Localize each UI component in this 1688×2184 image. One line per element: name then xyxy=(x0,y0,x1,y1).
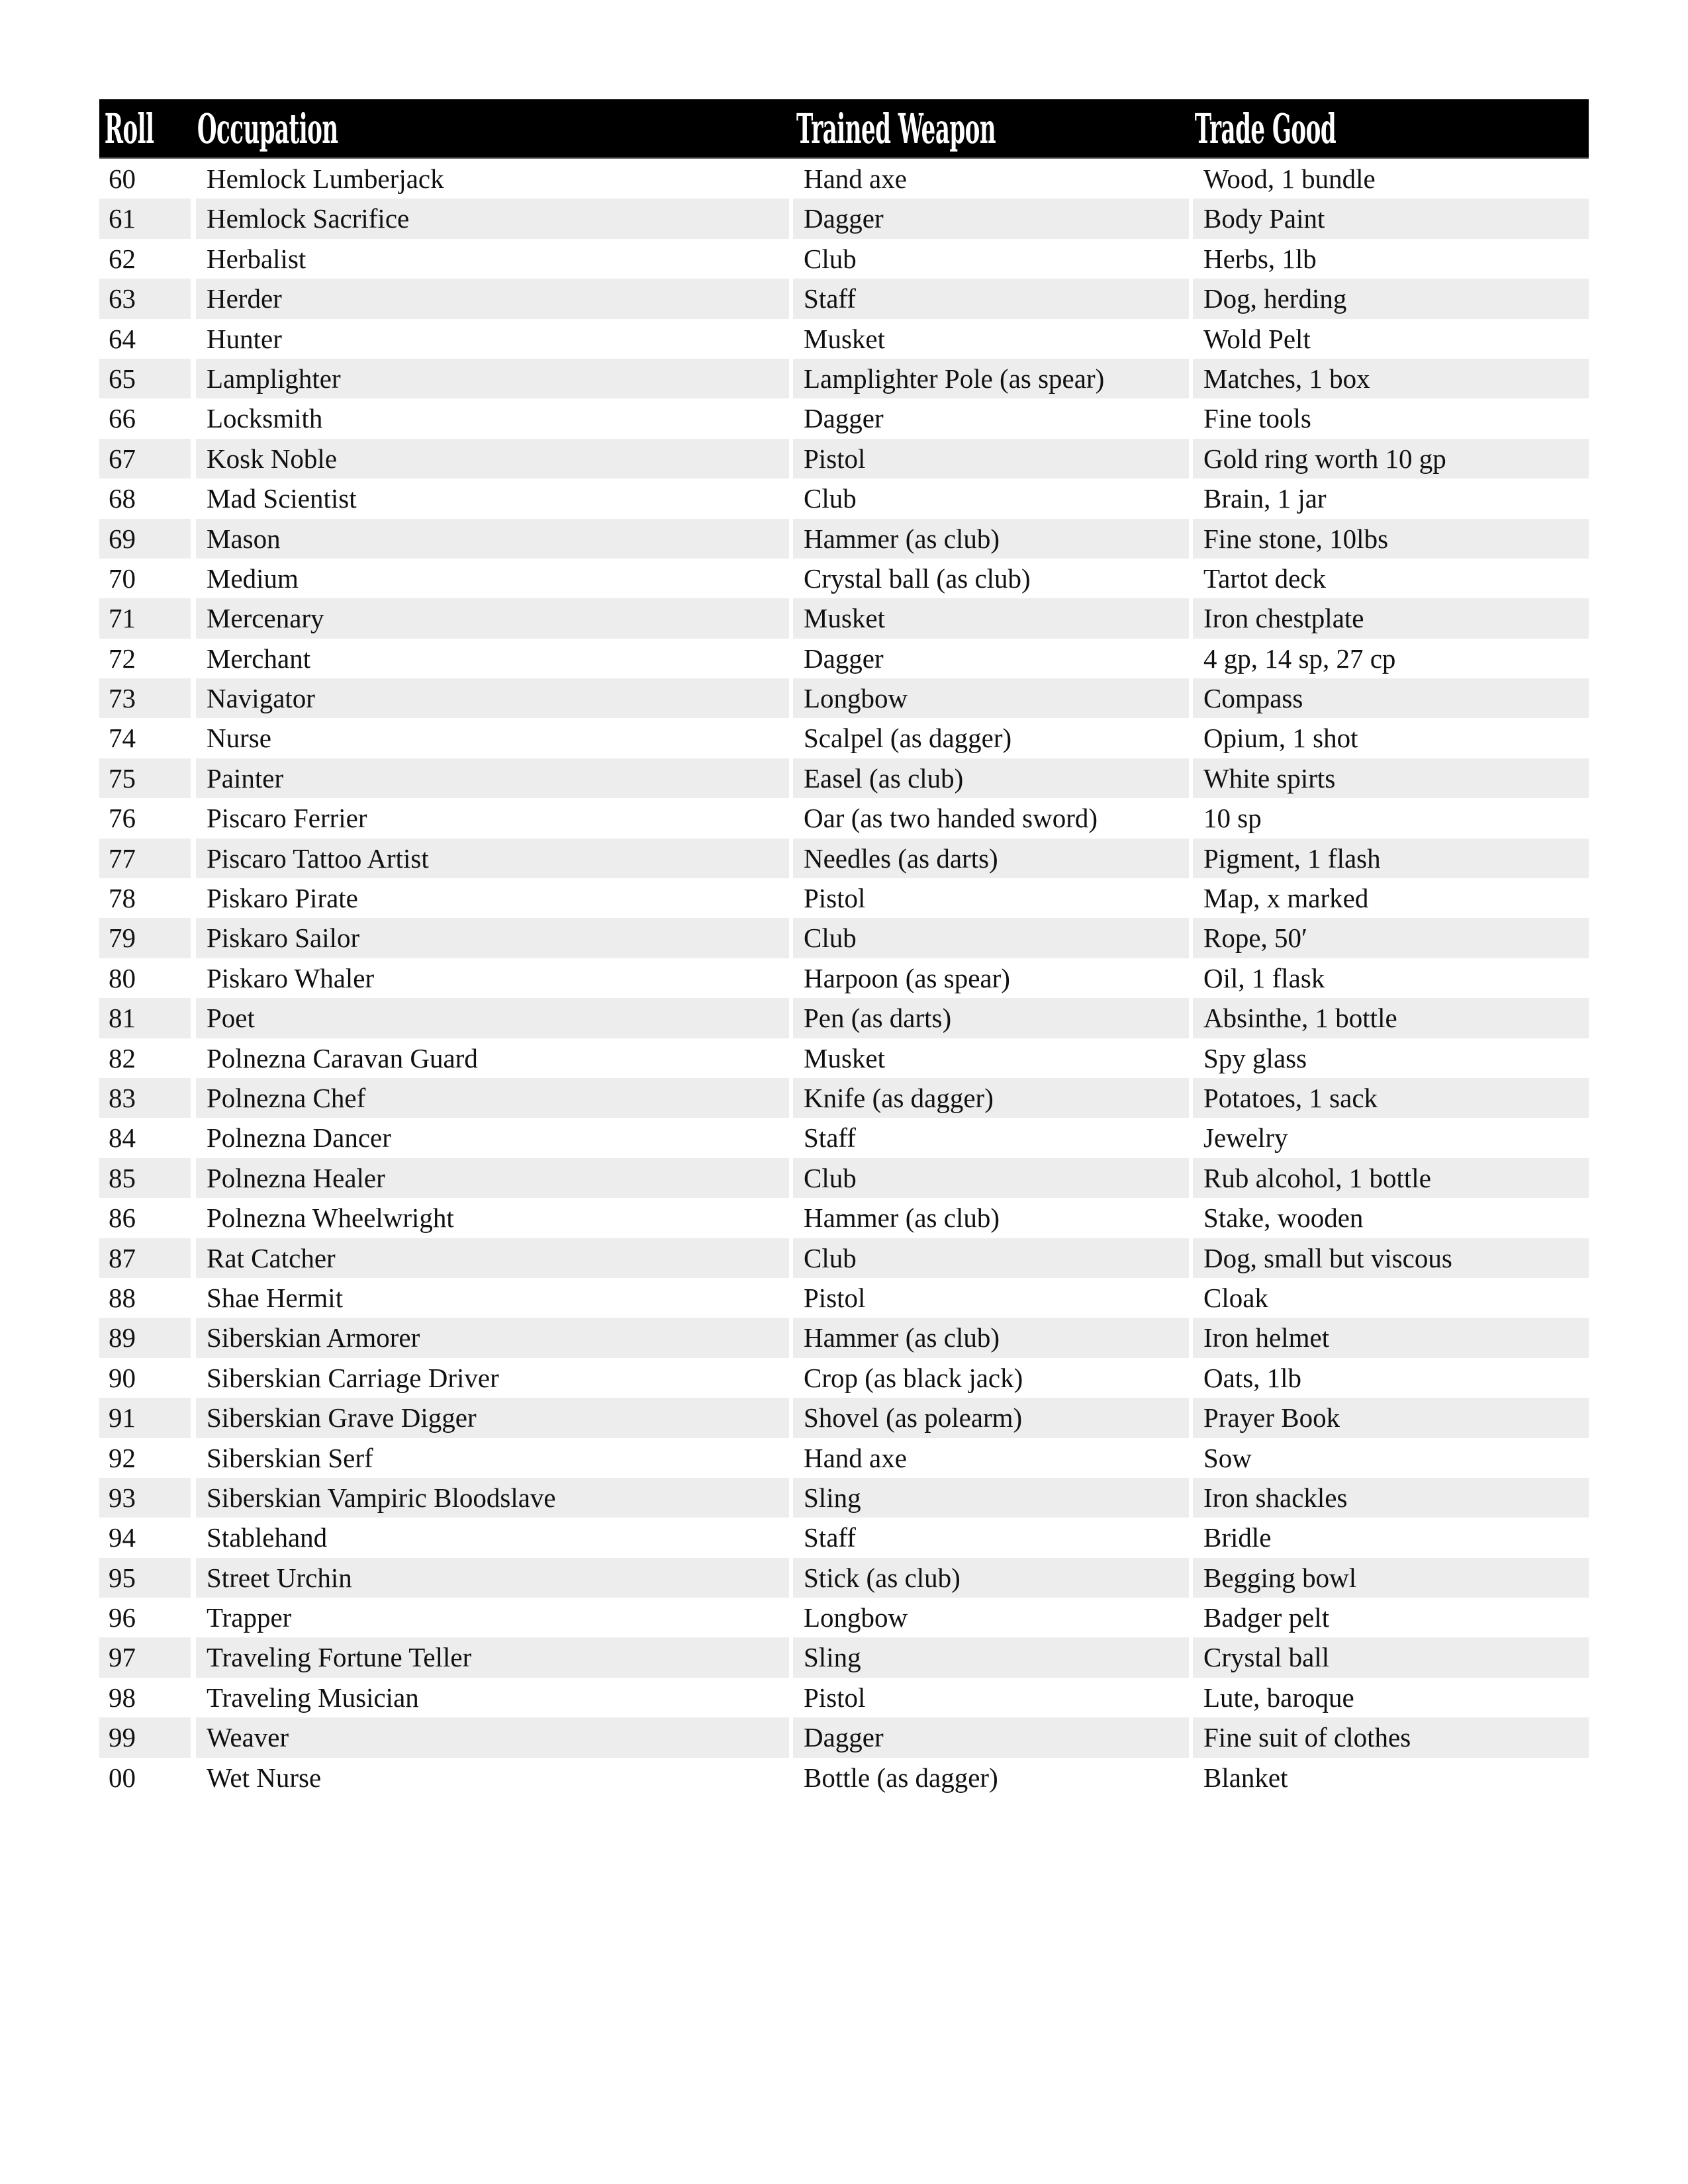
trained-weapon-cell: Staff xyxy=(804,1522,856,1553)
roll-cell: 80 xyxy=(109,962,136,993)
trade-good-cell: Rope, 50′ xyxy=(1193,918,1589,958)
roll-cell: 88 xyxy=(109,1282,136,1313)
table-row xyxy=(99,1438,1589,1478)
trained-weapon-cell: Club xyxy=(793,1158,1189,1198)
table-row xyxy=(99,1358,1589,1398)
table-row xyxy=(99,1758,1589,1797)
table-row xyxy=(99,239,1589,279)
trade-good-cell: Dog, herding xyxy=(1193,279,1589,318)
table-row xyxy=(99,199,1589,238)
roll-cell: 93 xyxy=(99,1478,191,1518)
occupation-cell: Piscaro Ferrier xyxy=(207,803,367,834)
occupation-cell: Painter xyxy=(196,758,789,798)
roll-cell: 62 xyxy=(109,243,136,274)
table-row xyxy=(99,398,1589,438)
occupation-cell: Piskaro Whaler xyxy=(207,962,375,993)
trained-weapon-cell: Pistol xyxy=(793,439,1189,478)
trade-good-cell: Fine stone, 10lbs xyxy=(1193,519,1589,559)
occupation-cell: Hemlock Lumberjack xyxy=(207,163,444,194)
trained-weapon-cell: Dagger xyxy=(804,643,884,674)
trade-good-cell: Stake, wooden xyxy=(1203,1203,1364,1234)
occupation-cell: Siberskian Carriage Driver xyxy=(207,1362,499,1393)
roll-cell: 60 xyxy=(109,163,136,194)
trained-weapon-cell: Crop (as black jack) xyxy=(804,1362,1023,1393)
table-row xyxy=(99,1717,1589,1757)
trained-weapon-cell: Hand axe xyxy=(804,163,907,194)
roll-cell: 94 xyxy=(109,1522,136,1553)
roll-cell: 63 xyxy=(99,279,191,318)
trade-good-cell: Iron chestplate xyxy=(1193,598,1589,638)
trade-good-cell: Spy glass xyxy=(1203,1042,1307,1073)
table-row xyxy=(99,1598,1589,1637)
trained-weapon-cell: Staff xyxy=(793,279,1189,318)
trained-weapon-cell: Pistol xyxy=(804,1282,866,1313)
trade-good-cell: Herbs, 1lb xyxy=(1203,243,1317,274)
table-row xyxy=(99,1078,1589,1118)
header-trained-weapon: Trained Weapon xyxy=(796,105,996,153)
trained-weapon-cell: Musket xyxy=(804,1042,885,1073)
trained-weapon-cell: Easel (as club) xyxy=(793,758,1189,798)
trained-weapon-cell: Club xyxy=(804,483,857,514)
occupation-cell: Rat Catcher xyxy=(196,1238,789,1278)
table-row xyxy=(99,439,1589,478)
occupation-cell: Mason xyxy=(196,519,789,559)
roll-cell: 00 xyxy=(109,1762,136,1793)
table-row xyxy=(99,1478,1589,1518)
table-row xyxy=(99,1318,1589,1357)
table-row xyxy=(99,1198,1589,1238)
trained-weapon-cell: Dagger xyxy=(793,199,1189,238)
roll-cell: 74 xyxy=(109,723,136,754)
roll-cell: 95 xyxy=(99,1558,191,1598)
trained-weapon-cell: Hammer (as club) xyxy=(793,519,1189,559)
trade-good-cell: Absinthe, 1 bottle xyxy=(1193,998,1589,1038)
trained-weapon-cell: Sling xyxy=(793,1478,1189,1518)
trade-good-cell: Badger pelt xyxy=(1203,1602,1330,1633)
trade-good-cell: Pigment, 1 flash xyxy=(1193,839,1589,878)
occupation-cell: Merchant xyxy=(207,643,311,674)
trade-good-cell: Body Paint xyxy=(1193,199,1589,238)
trained-weapon-cell: Stick (as club) xyxy=(793,1558,1189,1598)
roll-cell: 71 xyxy=(99,598,191,638)
trade-good-cell: Crystal ball xyxy=(1193,1637,1589,1677)
occupation-cell: Navigator xyxy=(196,678,789,718)
trained-weapon-cell: Oar (as two handed sword) xyxy=(804,803,1098,834)
occupation-cell: Shae Hermit xyxy=(207,1282,344,1313)
occupation-cell: Siberskian Serf xyxy=(207,1442,373,1473)
roll-cell: 96 xyxy=(109,1602,136,1633)
occupation-cell: Traveling Fortune Teller xyxy=(196,1637,789,1677)
table-body xyxy=(99,159,1589,1797)
occupation-cell: Mercenary xyxy=(196,598,789,638)
roll-cell: 98 xyxy=(109,1682,136,1713)
trade-good-cell: Matches, 1 box xyxy=(1193,359,1589,398)
table-row xyxy=(99,1558,1589,1598)
table-row xyxy=(99,718,1589,758)
roll-cell: 86 xyxy=(109,1203,136,1234)
table-header xyxy=(99,99,1589,159)
trade-good-cell: Tartot deck xyxy=(1203,563,1326,594)
roll-cell: 92 xyxy=(109,1442,136,1473)
roll-cell: 85 xyxy=(99,1158,191,1198)
table-row xyxy=(99,1518,1589,1557)
trained-weapon-cell: Needles (as darts) xyxy=(793,839,1189,878)
trained-weapon-cell: Club xyxy=(793,918,1189,958)
trade-good-cell: Begging bowl xyxy=(1193,1558,1589,1598)
trained-weapon-cell: Dagger xyxy=(793,1717,1189,1757)
table-row xyxy=(99,839,1589,878)
trained-weapon-cell: Crystal ball (as club) xyxy=(804,563,1031,594)
occupation-cell: Polnezna Dancer xyxy=(207,1122,391,1154)
occupation-cell: Kosk Noble xyxy=(196,439,789,478)
occupation-cell: Piscaro Tattoo Artist xyxy=(196,839,789,878)
table-row xyxy=(99,798,1589,838)
table-row xyxy=(99,319,1589,359)
occupation-cell: Nurse xyxy=(207,723,271,754)
table-row xyxy=(99,758,1589,798)
table-row xyxy=(99,878,1589,918)
table-row xyxy=(99,559,1589,598)
roll-cell: 75 xyxy=(99,758,191,798)
roll-cell: 99 xyxy=(99,1717,191,1757)
table-row xyxy=(99,1038,1589,1078)
roll-cell: 78 xyxy=(109,883,136,914)
trained-weapon-cell: Knife (as dagger) xyxy=(793,1078,1189,1118)
occupation-cell: Poet xyxy=(196,998,789,1038)
trained-weapon-cell: Dagger xyxy=(804,403,884,434)
table-row xyxy=(99,1158,1589,1198)
occupation-cell: Siberskian Vampiric Bloodslave xyxy=(196,1478,789,1518)
trained-weapon-cell: Staff xyxy=(804,1122,856,1154)
trade-good-cell: Brain, 1 jar xyxy=(1203,483,1327,514)
occupation-cell: Street Urchin xyxy=(196,1558,789,1598)
occupation-cell: Stablehand xyxy=(207,1522,328,1553)
trade-good-cell: 10 sp xyxy=(1203,803,1262,834)
trade-good-cell: Bridle xyxy=(1203,1522,1272,1553)
header-occupation: Occupation xyxy=(197,105,338,153)
trade-good-cell: Oats, 1lb xyxy=(1203,1362,1302,1393)
trained-weapon-cell: Hand axe xyxy=(804,1442,907,1473)
trade-good-cell: Sow xyxy=(1203,1442,1252,1473)
trade-good-cell: White spirts xyxy=(1193,758,1589,798)
roll-cell: 61 xyxy=(99,199,191,238)
roll-cell: 68 xyxy=(109,483,136,514)
occupation-cell: Mad Scientist xyxy=(207,483,357,514)
occupation-cell: Lamplighter xyxy=(196,359,789,398)
table-row xyxy=(99,478,1589,518)
occupation-cell: Trapper xyxy=(207,1602,292,1633)
table-row xyxy=(99,598,1589,638)
trained-weapon-cell: Musket xyxy=(793,598,1189,638)
trained-weapon-cell: Club xyxy=(793,1238,1189,1278)
trained-weapon-cell: Shovel (as polearm) xyxy=(793,1398,1189,1437)
trade-good-cell: Rub alcohol, 1 bottle xyxy=(1193,1158,1589,1198)
trade-good-cell: Lute, baroque xyxy=(1203,1682,1354,1713)
trade-good-cell: Iron shackles xyxy=(1193,1478,1589,1518)
roll-cell: 77 xyxy=(99,839,191,878)
roll-cell: 97 xyxy=(99,1637,191,1677)
trade-good-cell: Gold ring worth 10 gp xyxy=(1193,439,1589,478)
roll-cell: 72 xyxy=(109,643,136,674)
table-row xyxy=(99,359,1589,398)
table-row xyxy=(99,159,1589,199)
table-row xyxy=(99,958,1589,998)
roll-cell: 87 xyxy=(99,1238,191,1278)
roll-cell: 65 xyxy=(99,359,191,398)
table-row xyxy=(99,519,1589,559)
trained-weapon-cell: Pistol xyxy=(804,1682,866,1713)
trade-good-cell: Map, x marked xyxy=(1203,883,1369,914)
occupation-cell: Piskaro Pirate xyxy=(207,883,358,914)
occupation-cell: Siberskian Grave Digger xyxy=(196,1398,789,1437)
table-row xyxy=(99,1278,1589,1318)
table-row xyxy=(99,1637,1589,1677)
roll-cell: 76 xyxy=(109,803,136,834)
roll-cell: 79 xyxy=(99,918,191,958)
occupation-cell: Herbalist xyxy=(207,243,306,274)
table-row xyxy=(99,1238,1589,1278)
occupation-cell: Polnezna Healer xyxy=(196,1158,789,1198)
trade-good-cell: Opium, 1 shot xyxy=(1203,723,1358,754)
roll-cell: 69 xyxy=(99,519,191,559)
header-roll: Roll xyxy=(104,105,154,153)
trade-good-cell: Blanket xyxy=(1203,1762,1288,1793)
trained-weapon-cell: Hammer (as club) xyxy=(793,1318,1189,1357)
trained-weapon-cell: Scalpel (as dagger) xyxy=(804,723,1012,754)
roll-cell: 64 xyxy=(109,323,136,354)
trade-good-cell: Wold Pelt xyxy=(1203,323,1311,354)
table-row xyxy=(99,639,1589,678)
trained-weapon-cell: Sling xyxy=(793,1637,1189,1677)
table-row xyxy=(99,1398,1589,1437)
table-row xyxy=(99,279,1589,318)
occupation-cell: Traveling Musician xyxy=(207,1682,419,1713)
roll-cell: 84 xyxy=(109,1122,136,1154)
roll-cell: 89 xyxy=(99,1318,191,1357)
table-row xyxy=(99,1118,1589,1158)
trained-weapon-cell: Musket xyxy=(804,323,885,354)
table-row xyxy=(99,678,1589,718)
trade-good-cell: 4 gp, 14 sp, 27 cp xyxy=(1203,643,1396,674)
roll-cell: 83 xyxy=(99,1078,191,1118)
trade-good-cell: Potatoes, 1 sack xyxy=(1193,1078,1589,1118)
trained-weapon-cell: Pen (as darts) xyxy=(793,998,1189,1038)
occupation-cell: Weaver xyxy=(196,1717,789,1757)
roll-cell: 67 xyxy=(99,439,191,478)
roll-cell: 90 xyxy=(109,1362,136,1393)
trade-good-cell: Jewelry xyxy=(1203,1122,1288,1154)
occupation-cell: Polnezna Wheelwright xyxy=(207,1203,454,1234)
trained-weapon-cell: Club xyxy=(804,243,857,274)
table-row xyxy=(99,918,1589,958)
trade-good-cell: Fine tools xyxy=(1203,403,1311,434)
roll-cell: 70 xyxy=(109,563,136,594)
occupation-cell: Medium xyxy=(207,563,299,594)
trade-good-cell: Iron helmet xyxy=(1193,1318,1589,1357)
trade-good-cell: Cloak xyxy=(1203,1282,1268,1313)
trained-weapon-cell: Lamplighter Pole (as spear) xyxy=(793,359,1189,398)
trade-good-cell: Compass xyxy=(1193,678,1589,718)
header-trade-good: Trade Good xyxy=(1194,105,1336,153)
trained-weapon-cell: Harpoon (as spear) xyxy=(804,962,1010,993)
roll-cell: 82 xyxy=(109,1042,136,1073)
occupation-cell: Hunter xyxy=(207,323,282,354)
table-row xyxy=(99,1678,1589,1717)
occupation-cell: Polnezna Chef xyxy=(196,1078,789,1118)
trained-weapon-cell: Bottle (as dagger) xyxy=(804,1762,998,1793)
trained-weapon-cell: Longbow xyxy=(804,1602,908,1633)
occupation-cell: Herder xyxy=(196,279,789,318)
trained-weapon-cell: Hammer (as club) xyxy=(804,1203,1000,1234)
trade-good-cell: Fine suit of clothes xyxy=(1193,1717,1589,1757)
trade-good-cell: Prayer Book xyxy=(1193,1398,1589,1437)
trade-good-cell: Wood, 1 bundle xyxy=(1203,163,1376,194)
occupation-cell: Polnezna Caravan Guard xyxy=(207,1042,478,1073)
occupation-cell: Piskaro Sailor xyxy=(196,918,789,958)
trade-good-cell: Oil, 1 flask xyxy=(1203,962,1325,993)
occupation-cell: Siberskian Armorer xyxy=(196,1318,789,1357)
occupation-cell: Wet Nurse xyxy=(207,1762,322,1793)
occupation-cell: Hemlock Sacrifice xyxy=(196,199,789,238)
trained-weapon-cell: Pistol xyxy=(804,883,866,914)
roll-cell: 73 xyxy=(99,678,191,718)
trained-weapon-cell: Longbow xyxy=(793,678,1189,718)
roll-cell: 66 xyxy=(109,403,136,434)
occupation-table xyxy=(99,99,1589,1797)
trade-good-cell: Dog, small but viscous xyxy=(1193,1238,1589,1278)
occupation-cell: Locksmith xyxy=(207,403,323,434)
roll-cell: 81 xyxy=(99,998,191,1038)
table-row xyxy=(99,998,1589,1038)
roll-cell: 91 xyxy=(99,1398,191,1437)
